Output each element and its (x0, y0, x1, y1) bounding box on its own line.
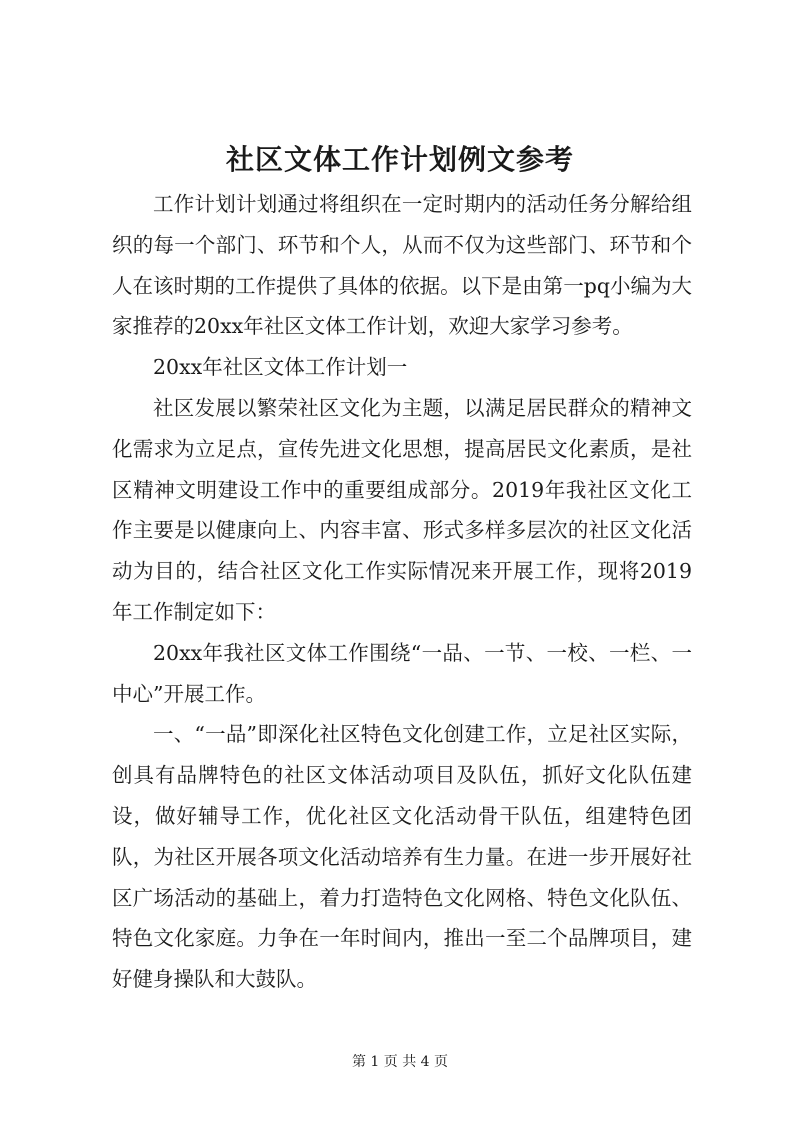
paragraph-section-heading: 20xx年社区文体工作计划一 (153, 355, 408, 380)
paragraph-intro: 工作计划计划通过将组织在一定时期内的活动任务分解给组织的每一个部门、环节和个人，从而不仅为这些部门、环节和个人在该时期的工作提供了具体的依据。以下是由第一pq小编为大家推荐的20xx年社区文体工作计划，欢迎大家学习参考。 (112, 192, 692, 339)
paragraph-overview: 社区发展以繁荣社区文化为主题，以满足居民群众的精神文化需求为立足点，宣传先进文化思想，提高居民文化素质，是社区精神文明建设工作中的重要组成部分。2019年我社区文化工作主要是以健康向上、内容丰富、形式多样多层次的社区文化活动为目的，结合社区文化工作实际情况来开展工作，现将2019年工作制定如下： (112, 395, 692, 624)
paragraph-focus-areas: 20xx年我社区文体工作围绕“一品、一节、一校、一栏、一中心”开展工作。 (112, 640, 692, 706)
page-indicator: 第 1 页 共 4 页 (351, 1054, 449, 1070)
document-title: 社区文体工作计划例文参考 (225, 143, 574, 176)
document-body (112, 184, 692, 1000)
paragraph-item-one: 一、“一品”即深化社区特色文化创建工作，立足社区实际，创具有品牌特色的社区文体活动项目及队伍，抓好文化队伍建设，做好辅导工作，优化社区文化活动骨干队伍，组建特色团队，为社区开展各项文化活动培养有生力量。在进一步开展好社区广场活动的基础上，着力打造特色文化网格、特色文化队伍、特色文化家庭。力争在一年时间内，推出一至二个品牌项目，建好健身操队和大鼓队。 (112, 722, 692, 992)
